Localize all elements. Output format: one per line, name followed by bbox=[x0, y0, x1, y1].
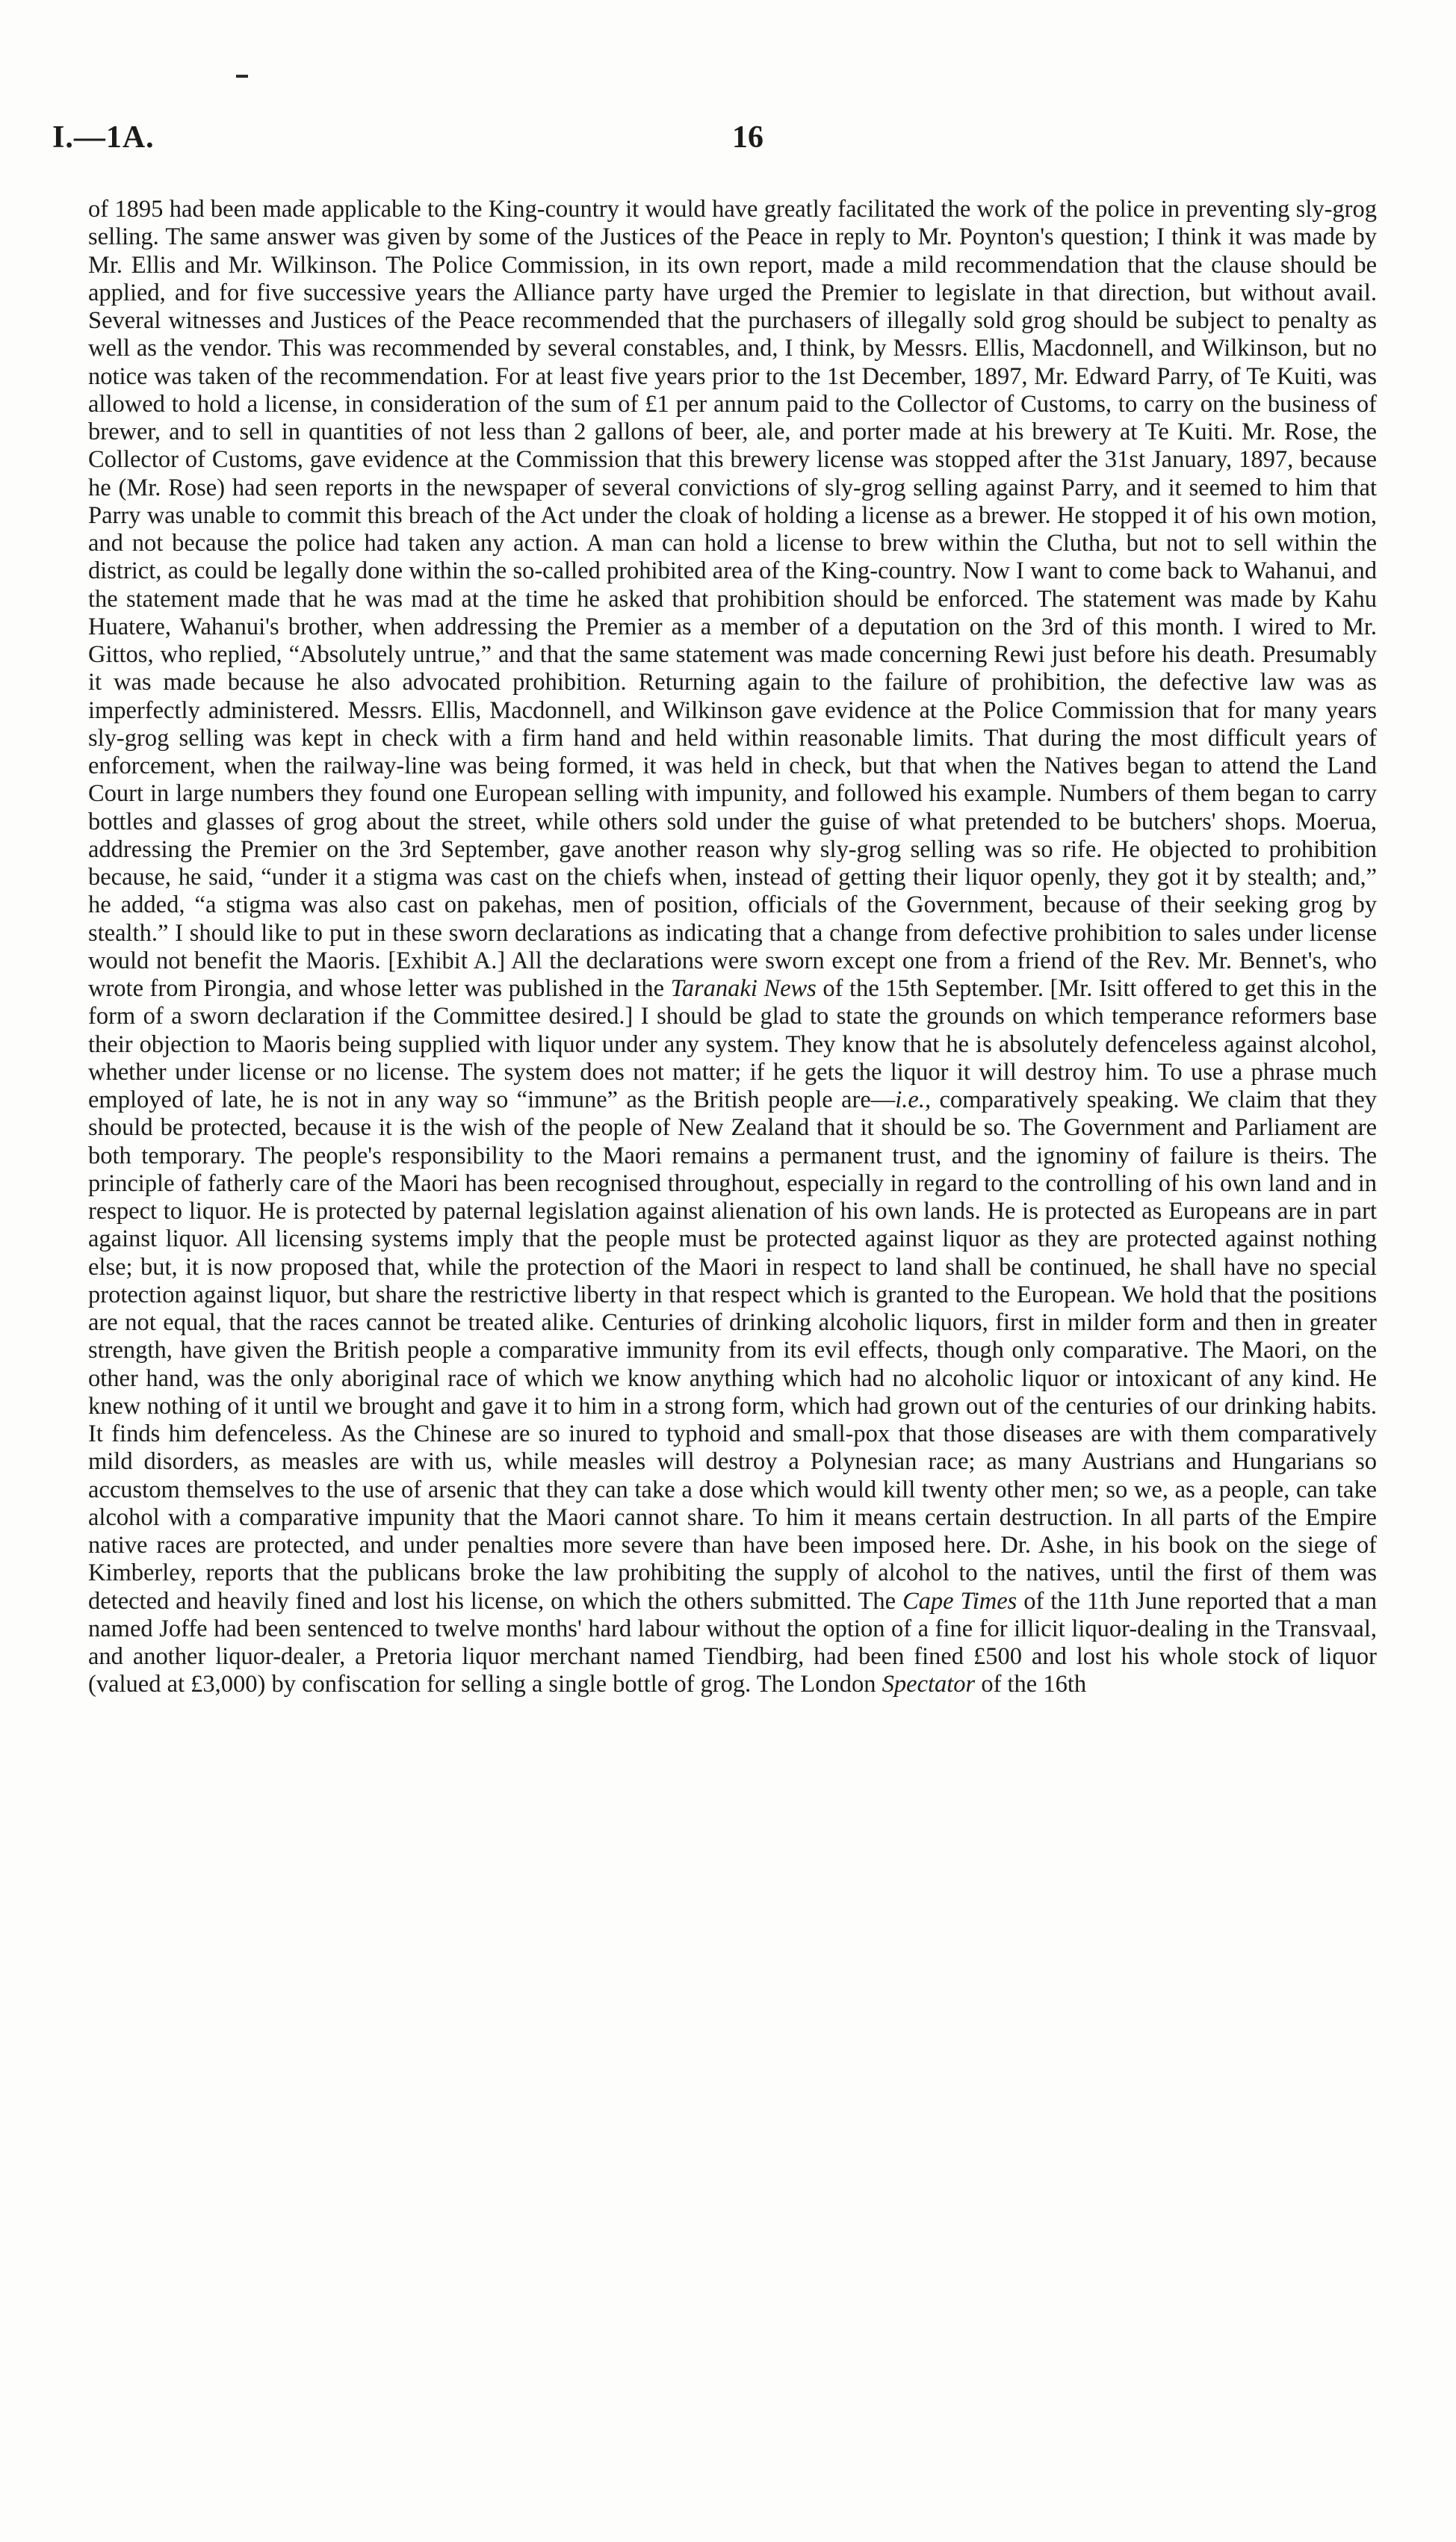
newspaper-title-taranaki-news: Taranaki News bbox=[670, 975, 817, 1002]
body-text-segment: of the 11th June reported that a man named Joffe had been sentenced to twelve months' hard labour without the option of a fine for illicit liquor-dealing in the Transvaal, and another liquor-dealer, a Pretoria liquor merchant named Tiendbirg, had been fined £500 and lost his whole stock of liquor (valued at £3,000) by confiscation for selling a single bottle of grog. The London bbox=[88, 1587, 1377, 1698]
body-text-segment: of the 15th September. [Mr. Isitt offered to get this in the form of a sworn declaration if the Committee desired.] I should be glad to state the grounds on which temperance reformers base their objection to Maoris being supplied with liquor under any system. They know that he is absolutely defenceless against alcohol, whether under license or no license. The system does not matter; if he gets the liquor it will destroy him. To use a phrase much employed of late, he is not in any way so “immune” as the British people are— bbox=[88, 975, 1378, 1113]
page-header bbox=[52, 120, 1367, 164]
page-number: 16 bbox=[732, 120, 763, 155]
newspaper-title-spectator: Spectator bbox=[882, 1671, 976, 1698]
body-text-segment: of the 16th bbox=[981, 1671, 1087, 1698]
print-mark bbox=[236, 75, 248, 78]
newspaper-title-cape-times: Cape Times bbox=[902, 1587, 1017, 1615]
document-reference: I.—1A. bbox=[52, 120, 155, 155]
body-text-segment: comparatively speaking. We claim that they should be protected, because it is the wish of the people of New Zealand that it should be so. The Government and Parliament are both temporary. The people's responsibility to the Maori remains a permanent trust, and the ignominy of failure is theirs. The principle of fatherly care of the Maori has been recognised throughout, especially in regard to the controlling of his own land and in respect to liquor. He is protected by paternal legislation against alienation of his own lands. He is protected as Europeans are in part against liquor. All licensing systems imply that the people must be protected against liquor as they are protected against nothing else; but, it is now proposed that, while the protection of the Maori in respect to land shall be continued, he shall have no special protection against liquor, but share the restrictive liberty in that respect which is granted to the European. We hold that the positions are not equal, that the races cannot be treated alike. Centuries of drinking alcoholic liquors, first in milder form and then in greater strength, have given the British people a comparative immunity from its evil effects, though only comparative. The Maori, on the other hand, was the only aboriginal race of which we know anything which had no alcoholic liquor or intoxicant of any kind. He knew nothing of it until we brought and gave it to him in a strong form, which had grown out of the centuries of our drinking habits. It finds him defenceless. As the Chinese are so inured to typhoid and small-pox that those diseases are with them comparatively mild disorders, as measles are with us, while measles will destroy a Polynesian race; as many Austrians and Hungarians so accustom themselves to the use of arsenic that they can take a dose which would kill twenty other men; so we, as a people, can take alcohol with a comparative impunity that the Maori cannot share. To him it means certain destruction. In all parts of the Empire native races are protected, and under penalties more severe than have been imposed here. Dr. Ashe, in his book on the siege of Kimberley, reports that the publicans broke the law prohibiting the supply of alcohol to the natives, until the first of them was detected and heavily fined and lost his license, on which the others submitted. The bbox=[88, 1086, 1378, 1615]
abbreviation-ie: i.e., bbox=[895, 1086, 932, 1113]
body-paragraph bbox=[88, 196, 1377, 1699]
body-text-segment: of 1895 had been made applicable to the King-country it would have greatly facilitated the work of the police in preventing sly-grog selling. The same answer was given by some of the Justices of the Peace in reply to Mr. Poynton's question; I think it was made by Mr. Ellis and Mr. Wilkinson. The Police Commission, in its own report, made a mild recommendation that the clause should be applied, and for five successive years the Alliance party have urged the Premier to legislate in that direction, but without avail. Several witnesses and Justices of the Peace recommended that the purchasers of illegally sold grog should be subject to penalty as well as the vendor. This was recommended by several constables, and, I think, by Messrs. Ellis, Macdonnell, and Wilkinson, but no notice was taken of the recommendation. For at least five years prior to the 1st December, 1897, Mr. Edward Parry, of Te Kuiti, was allowed to hold a license, in consideration of the sum of £1 per annum paid to the Collector of Customs, to carry on the business of brewer, and to sell in quantities of not less than 2 gallons of beer, ale, and porter made at his brewery at Te Kuiti. Mr. Rose, the Collector of Customs, gave evidence at the Commission that this brewery license was stopped after the 31st January, 1897, because he (Mr. Rose) had seen reports in the newspaper of several convictions of sly-grog selling against Parry, and it seemed to him that Parry was unable to commit this breach of the Act under the cloak of holding a license as a brewer. He stopped it of his own motion, and not because the police had taken any action. A man can hold a license to brew within the Clutha, but not to sell within the district, as could be legally done within the so-called prohibited area of the King-country. Now I want to come back to Wahanui, and the statement made that he was mad at the time he asked that prohibition should be enforced. The statement was made by Kahu Huatere, Wahanui's brother, when addressing the Premier as a member of a deputation on the 3rd of this month. I wired to Mr. Gittos, who replied, “Absolutely untrue,” and that the same statement was made concerning Rewi just before his death. Presumably it was made because he also advocated prohibition. Returning again to the failure of prohibition, the defective law was as imperfectly administered. Messrs. Ellis, Macdonnell, and Wilkinson gave evidence at the Police Commission that for many years sly-grog selling was kept in check with a firm hand and held within reasonable limits. That during the most difficult years of enforcement, when the railway-line was being formed, it was held in check, but that when the Natives began to attend the Land Court in large numbers they found one European selling with impunity, and followed his example. Numbers of them began to carry bottles and glasses of grog about the street, while others sold under the guise of what pretended to be butchers' shops. Moerua, addressing the Premier on the 3rd September, gave another reason why sly-grog selling was so rife. He objected to prohibition because, he said, “under it a stigma was cast on the chiefs when, instead of getting their liquor openly, they got it by stealth; and,” he added, “a stigma was also cast on pakehas, men of position, officials of the Government, because of their seeking grog by stealth.” I should like to put in these sworn declarations as indicating that a change from defective prohibition to sales under license would not benefit the Maoris. [Exhibit A.] All the declarations were sworn except one from a friend of the Rev. Mr. Bennet's, who wrote from Pirongia, and whose letter was published in the bbox=[88, 196, 1377, 1002]
